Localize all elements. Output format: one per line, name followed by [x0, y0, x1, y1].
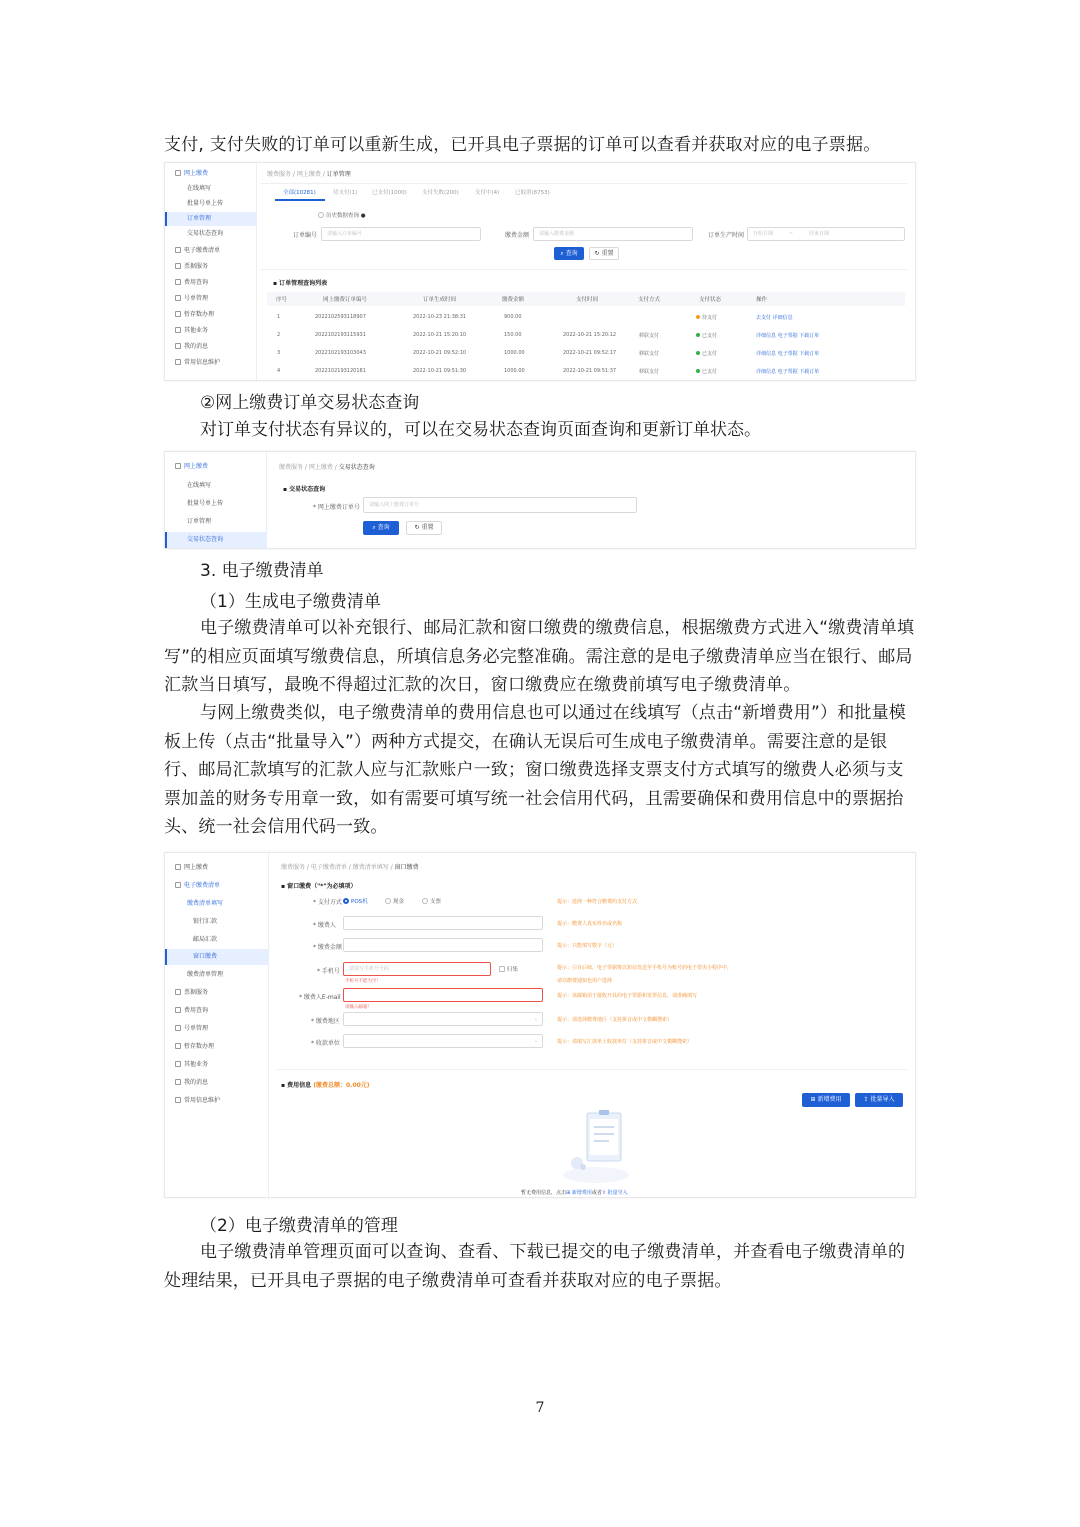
sidebar-item-invoice[interactable]: 票据服务 [175, 260, 208, 274]
gear-icon [175, 1097, 181, 1103]
sidebar-item-online-fill[interactable]: 在线填写 [187, 482, 212, 489]
table-cell: 150.00 [504, 332, 522, 338]
phone-input[interactable]: 请填写手机号号码 [343, 962, 491, 976]
col-index: 序号 [276, 297, 288, 303]
radio-pos[interactable]: POS机 [343, 897, 368, 905]
payer-input[interactable] [343, 916, 543, 930]
chevron-down-icon: ⌄ [533, 1016, 538, 1022]
radio-icon [422, 898, 428, 904]
breadcrumb: 缴费服务 / 网上缴费 / 交易状态查询 [279, 464, 375, 471]
empty-import-link[interactable]: ⇪ 批量导入 [601, 1190, 628, 1196]
search-icon: ⌕ [560, 250, 564, 257]
breadcrumb: 缴费服务 / 网上缴费 / 订单管理 [267, 171, 351, 178]
upload-icon: ⇪ [863, 1096, 869, 1103]
phone-hint: 提示：引自后续，电子票据将以短信发送至手机号为账号的电子票夹小程序中， [557, 965, 733, 971]
radio-icon [385, 898, 391, 904]
refresh-icon: ↻ [594, 250, 600, 257]
sidebar-item-order-manage[interactable]: 订单管理 [187, 518, 212, 525]
sidebar-item-info[interactable]: 常用信息维护 [175, 1094, 220, 1108]
gear-icon [175, 359, 181, 365]
sidebar-item-trade-status[interactable]: 交易状态查询 [187, 230, 224, 237]
fee-title: ▪ 费用信息 (缴费总额：0.00元) [281, 1082, 370, 1089]
sidebar-item-post[interactable]: 邮局汇款 [193, 936, 218, 943]
search-icon [175, 279, 181, 285]
table-title: ▪ 订单管理查询列表 [273, 280, 328, 287]
col-pay-method: 支付方式 [638, 297, 661, 303]
table-cell: 1000.00 [504, 368, 525, 374]
pay-method-label: * 支付方式 [313, 899, 342, 906]
sidebar-item-other[interactable]: 其他业务 [175, 1058, 208, 1072]
payee-label: * 收款单位 [311, 1040, 340, 1047]
sidebar-item-order-manage[interactable]: 订单管理 [187, 215, 212, 222]
sidebar [165, 853, 269, 1197]
sidebar-item-trade-status[interactable]: 交易状态查询 [187, 536, 224, 543]
empty-add-link[interactable]: ⊞ 新增费用 [566, 1190, 592, 1196]
invoice-icon [175, 989, 181, 995]
col-pay-time: 支付时间 [576, 297, 599, 303]
row-actions[interactable]: 详细信息 电子票据 下载订单 [756, 333, 820, 339]
sidebar-item-other[interactable]: 其他业务 [175, 324, 208, 338]
payee-select[interactable] [343, 1034, 543, 1048]
breadcrumb: 缴费服务 / 电子缴费清单 / 缴费清单填写 / 窗口缴费 [281, 864, 419, 871]
other-icon [175, 1061, 181, 1067]
status-dot [696, 315, 700, 319]
search-button[interactable]: ⌕ 查询 [554, 247, 584, 260]
search-button[interactable]: ⌕ 查询 [363, 521, 399, 535]
message-icon [175, 1079, 181, 1085]
info-icon: ● [360, 213, 366, 219]
table-cell: 2022102593118907 [315, 314, 366, 320]
status-dot [696, 333, 700, 337]
table-cell: 2022102193115931 [315, 332, 366, 338]
number-icon [175, 1025, 181, 1031]
amount-label: 缴费金额 [505, 232, 530, 239]
table-cell: 2022-10-23 21:38:31 [413, 314, 467, 320]
import-button[interactable]: ⇪ 批量导入 [855, 1093, 903, 1107]
table-cell: 2022-10-21 15:20:12 [563, 332, 617, 338]
search-icon [175, 1007, 181, 1013]
card-icon [175, 170, 181, 176]
sidebar-item-online-pay[interactable]: 网上缴费 [175, 861, 208, 875]
amount-input[interactable] [343, 938, 543, 952]
sidebar-item-online-pay[interactable]: 网上缴费 [175, 460, 208, 474]
plus-icon: ⊞ [810, 1096, 816, 1103]
table-cell: 2022-10-21 09:51:30 [413, 368, 467, 374]
sidebar-item-list-manage[interactable]: 缴费清单管理 [187, 971, 224, 978]
row-actions[interactable]: 详细信息 电子票据 下载订单 [756, 369, 820, 375]
phone-error: 手机号不能为空！ [345, 979, 381, 984]
tab-active-indicator [275, 199, 325, 201]
table-cell: 2022-10-21 15:20:10 [413, 332, 467, 338]
checkbox-icon [318, 212, 324, 218]
email-label: * 缴费人E-mail [299, 994, 341, 1001]
card-icon [175, 463, 181, 469]
radio-icon [343, 898, 349, 904]
col-amount: 缴费金额 [502, 297, 525, 303]
table-cell: 2022-10-21 09:52:10 [413, 350, 467, 356]
region-select[interactable] [343, 1012, 543, 1026]
status-badge: 已支付 [696, 332, 717, 339]
paragraph-e-list-intro: 电子缴费清单可以补充银行、邮局汇款和窗口缴费的缴费信息，根据缴费方式进入“缴费清单填写”的相应页面填写缴费信息，所填信息务必完整准确。需注意的是电子缴费清单应当在银行、邮局汇款当日填写，最晚不得超过汇款的次日，窗口缴费应在缴费前填写电子缴费清单。 [164, 618, 915, 695]
region-hint: 提示：请选择缴费地区（支持拼音或中文模糊搜索） [557, 1017, 673, 1023]
paragraph-order-payment: 支付, 支付失败的订单可以重新生成，已开具电子票据的订单可以查看并获取对应的电子票据。 [164, 135, 881, 155]
row-actions[interactable]: 去支付 详细信息 [756, 315, 793, 321]
sidebar-item-fee-query[interactable]: 费用查询 [175, 1004, 208, 1018]
sidebar-item-e-list[interactable]: 电子缴费清单 [175, 244, 220, 258]
radio-cash[interactable]: 现金 [385, 897, 404, 905]
search-icon: ⌕ [372, 524, 376, 531]
order-management-screenshot [164, 162, 916, 381]
status-badge: 已支付 [696, 350, 717, 357]
list-icon [175, 247, 181, 253]
phone-label: * 手机号 [317, 968, 340, 975]
status-badge: 已支付 [696, 368, 717, 375]
message-icon [175, 343, 181, 349]
amount-label: * 缴费金额 [313, 944, 342, 951]
reset-button[interactable]: ↻ 重置 [589, 247, 619, 260]
add-fee-button[interactable]: ⊞ 新增费用 [802, 1093, 850, 1107]
heading-e-list: 3. 电子缴费清单 [200, 561, 324, 581]
sidebar-item-fee-query[interactable]: 费用查询 [175, 276, 208, 290]
row-actions[interactable]: 详细信息 电子票据 下载订单 [756, 351, 820, 357]
sidebar-item-number[interactable]: 号单管理 [175, 292, 208, 306]
sidebar-item-message[interactable]: 我的消息 [175, 340, 208, 354]
table-cell: 3 [277, 350, 281, 356]
order-no-label: * 网上缴费订单号 [313, 504, 360, 511]
payer-label: * 缴费人 [313, 922, 336, 929]
paragraph-trade-status: 对订单支付状态有异议的，可以在交易状态查询页面查询和更新订单状态。 [200, 420, 761, 440]
sidebar [165, 452, 267, 548]
status-badge: 待支付 [696, 314, 717, 321]
tab-cancelled[interactable]: 已取消(8753) [515, 190, 550, 196]
payee-hint: 提示：请填写汇款单上收款单位（支持拼音或中文模糊搜索） [557, 1039, 693, 1045]
email-hint: 提示：该邮箱用于接收开具的电子票据和发票信息，请准确填写 [557, 993, 698, 999]
table-cell: 2022102193103043 [315, 350, 366, 356]
sidebar-item-temp[interactable]: 暂存数办理 [175, 1040, 214, 1054]
section-divider [277, 1069, 907, 1070]
status-dot [696, 351, 700, 355]
card-icon [175, 864, 181, 870]
sidebar-item-e-list[interactable]: 电子缴费清单 [175, 879, 220, 893]
table-cell: 移联支付 [639, 369, 660, 375]
order-time-label: 订单生产时间 [708, 232, 745, 239]
phone-hint-2: 请以缴费通知也用户选择 [557, 978, 613, 984]
section-divider [261, 269, 907, 270]
order-no-label: 订单编号 [293, 232, 318, 239]
table-cell: 移联支付 [639, 333, 660, 339]
sidebar [165, 163, 257, 380]
section-title: ▪ 窗口缴费（"*"为必填项） [281, 883, 357, 890]
table-cell: 1 [277, 314, 281, 320]
table-cell: 2022102193120181 [315, 368, 366, 374]
upload-icon: ⇪ [601, 1190, 607, 1196]
table-cell: 2022-10-21 09:52:17 [563, 350, 617, 356]
plus-icon: ⊞ [566, 1190, 571, 1196]
date-range-input[interactable]: 开始日期 ~ 结束日期 [747, 227, 905, 241]
pay-hint: 提示：选择一种符合缴费的支付方式 [557, 899, 638, 905]
sidebar-item-online-pay[interactable]: 网上缴费 [175, 167, 208, 181]
temp-icon [175, 311, 181, 317]
table-cell: 4 [277, 368, 281, 374]
sidebar-item-list-fill[interactable]: 缴费清单填写 [187, 900, 224, 907]
col-pay-status: 支付状态 [699, 297, 722, 303]
number-icon [175, 295, 181, 301]
order-no-input[interactable]: 请输入订单编号 [321, 227, 481, 241]
collect-checkbox[interactable]: 归集 [499, 965, 518, 973]
page-number: 7 [535, 1400, 545, 1416]
tab-divider [261, 183, 907, 184]
window-payment-screenshot [164, 852, 916, 1198]
checkbox-icon [499, 966, 505, 972]
tab-pending[interactable]: 待支付(1) [333, 190, 358, 196]
amount-input[interactable]: 请输入缴费金额 [533, 227, 693, 241]
sidebar-item-temp[interactable]: 暂存数办理 [175, 308, 214, 322]
email-error: 请输入邮箱！ [345, 1005, 372, 1010]
heading-trade-status: ②网上缴费订单交易状态查询 [200, 393, 420, 413]
heading-generate-e-list: （1）生成电子缴费清单 [200, 592, 381, 612]
amount-hint: 提示：只能填写数字（元） [557, 943, 618, 949]
chevron-down-icon: ⌄ [533, 1038, 538, 1044]
empty-illustration [561, 1107, 631, 1185]
sidebar-item-info[interactable]: 常用信息维护 [175, 356, 220, 370]
list-icon [175, 882, 181, 888]
empty-text: 暂无费用信息，点击⊞ 新增费用或者⇪ 批量导入 [521, 1190, 628, 1196]
sidebar-item-batch-upload[interactable]: 批量号单上传 [187, 200, 224, 207]
tab-paid[interactable]: 已支付(1000) [372, 190, 407, 196]
trade-status-screenshot [164, 451, 916, 549]
tab-paying[interactable]: 支付中(4) [475, 190, 500, 196]
sidebar-item-message[interactable]: 我的消息 [175, 1076, 208, 1090]
heading-manage-e-list: （2）电子缴费清单的管理 [200, 1216, 398, 1236]
sidebar-item-bank[interactable]: 银行汇款 [193, 918, 218, 925]
table-cell: 1000.00 [504, 350, 525, 356]
sidebar-item-window[interactable]: 窗口缴费 [193, 953, 218, 960]
col-created: 订单生成时间 [423, 297, 457, 303]
col-order-no: 网上缴费订单编号 [323, 297, 368, 303]
order-no-input[interactable]: 请输入网上缴费订单号 [363, 497, 637, 513]
tab-failed[interactable]: 支付失败(200) [422, 190, 459, 196]
email-input[interactable] [343, 988, 543, 1002]
table-cell: 900.00 [504, 314, 522, 320]
sidebar-item-number[interactable]: 号单管理 [175, 1022, 208, 1036]
paragraph-e-list-submit: 与网上缴费类似，电子缴费清单的费用信息也可以通过在线填写（点击“新增费用”）和批量模板上传（点击“批量导入”）两种方式提交，在确认无误后可生成电子缴费清单。需要注意的是银行、邮局汇款填写的汇款人应与汇款账户一致；窗口缴费选择支票支付方式填写的缴费人必须与支票加盖的财务专用章一致，如有需要可填写统一社会信用代码，且需要确保和费用信息中的票据抬头、统一社会信用代码一致。 [164, 703, 907, 837]
tab-all[interactable]: 全部(10281) [283, 190, 316, 196]
reset-button[interactable]: ↻ 重置 [406, 521, 442, 535]
radio-check[interactable]: 支票 [422, 897, 441, 905]
other-icon [175, 327, 181, 333]
paragraph-manage-e-list: 电子缴费清单管理页面可以查询、查看、下载已提交的电子缴费清单，并查看电子缴费清单的处理结果，已开具电子票据的电子缴费清单可查看并获取对应的电子票据。 [164, 1242, 906, 1291]
history-checkbox[interactable]: 历史数据查询 ● [318, 211, 366, 219]
temp-icon [175, 1043, 181, 1049]
col-actions: 操作 [756, 297, 768, 303]
section-title: ▪ 交易状态查询 [283, 486, 326, 493]
sidebar-item-online-fill[interactable]: 在线填写 [187, 185, 212, 192]
table-cell: 2 [277, 332, 281, 338]
payer-hint: 提示：缴费人真实姓名或名称 [557, 921, 623, 927]
refresh-icon: ↻ [414, 524, 420, 531]
status-dot [696, 369, 700, 373]
table-cell: 移联支付 [639, 351, 660, 357]
region-label: * 缴费地区 [311, 1018, 340, 1025]
invoice-icon [175, 263, 181, 269]
sidebar-item-invoice[interactable]: 票据服务 [175, 986, 208, 1000]
table-cell: 2022-10-21 09:51:37 [563, 368, 617, 374]
sidebar-item-batch-upload[interactable]: 批量号单上传 [187, 500, 224, 507]
